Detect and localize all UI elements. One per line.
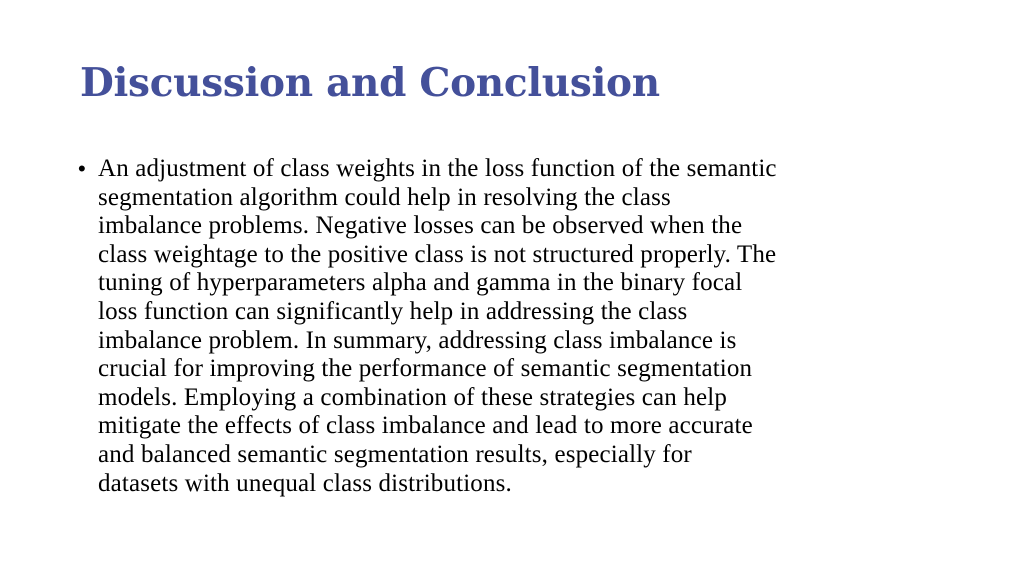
paragraph-line: loss function can significantly help in addressing the class (98, 297, 688, 325)
paragraph-line: and balanced semantic segmentation results, especially for (98, 440, 692, 468)
paragraph-line: imbalance problem. In summary, addressing class imbalance is (98, 326, 737, 354)
bullet-paragraph (98, 155, 958, 498)
paragraph-line: imbalance problems. Negative losses can be observed when the (98, 212, 743, 240)
slide-title: Discussion and Conclusion (80, 60, 660, 106)
slide-body (78, 155, 958, 498)
paragraph-line: class weightage to the positive class is not structured properly. The (98, 240, 777, 268)
paragraph-line: models. Employing a combination of these strategies can help (98, 383, 727, 411)
paragraph-line: mitigate the effects of class imbalance and lead to more accurate (98, 412, 753, 440)
paragraph-line: crucial for improving the performance of semantic segmentation (98, 355, 753, 383)
paragraph-line: datasets with unequal class distributions. (98, 469, 512, 497)
bullet-item (78, 155, 958, 498)
bullet-point: • (78, 156, 86, 181)
paragraph-line: segmentation algorithm could help in resolving the class (98, 183, 671, 211)
paragraph-line: An adjustment of class weights in the loss function of the semantic (98, 155, 777, 182)
paragraph-line: tuning of hyperparameters alpha and gamma in the binary focal (98, 269, 743, 297)
